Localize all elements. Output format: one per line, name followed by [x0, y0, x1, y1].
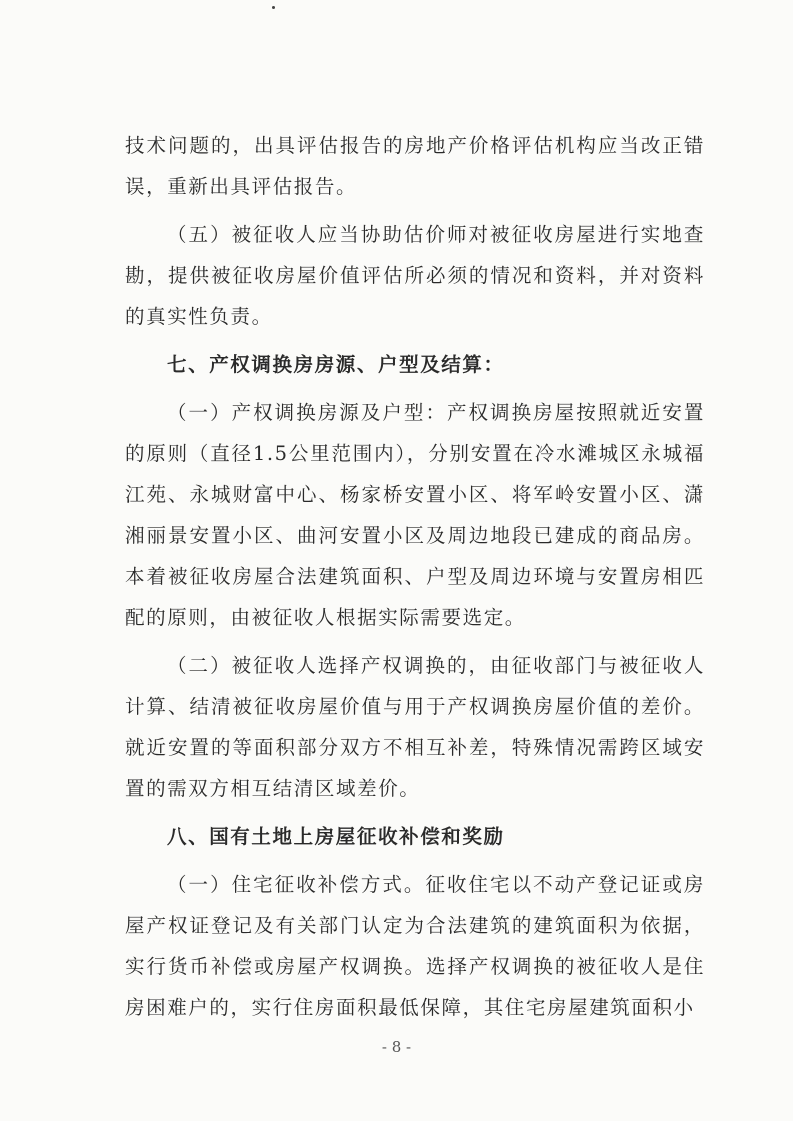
- paragraph: （一）住宅征收补偿方式。征收住宅以不动产登记证或房屋产权证登记及有关部门认定为合法建筑的建筑面积为依据，实行货币补偿或房屋产权调换。选择产权调换的被征收人是住房困难户的，实行住房面积最低保障，其住宅房屋建筑面积小: [125, 873, 705, 1019]
- page-number: - 8 -: [381, 1038, 412, 1056]
- paragraph: 技术问题的，出具评估报告的房地产价格评估机构应当改正错误，重新出具评估报告。: [125, 134, 705, 198]
- paragraph: （二）被征收人选择产权调换的，由征收部门与被征收人计算、结清被征收房屋价值与用于产权调换房屋价值的差价。就近安置的等面积部分双方不相互补差，特殊情况需跨区域安置的需双方相互结清区域差价。: [125, 654, 705, 800]
- section-heading: 八、国有土地上房屋征收补偿和奖励: [167, 825, 505, 848]
- section-heading: 七、产权调换房房源、户型及结算：: [167, 353, 505, 376]
- scan-mark: [272, 6, 275, 9]
- paragraph: （五）被征收人应当协助估价师对被征收房屋进行实地查勘，提供被征收房屋价值评估所必须的情况和资料，并对资料的真实性负责。: [125, 223, 705, 328]
- document-body: [125, 125, 705, 1035]
- paragraph: （一）产权调换房源及户型：产权调换房屋按照就近安置的原则（直径1.5公里范围内），分别安置在冷水滩城区永城福江苑、永城财富中心、杨家桥安置小区、将军岭安置小区、潇湘丽景安置小区、曲河安置小区及周边地段已建成的商品房。本着被征收房屋合法建筑面积、户型及周边环境与安置房相匹配的原则，由被征收人根据实际需要选定。: [125, 401, 705, 629]
